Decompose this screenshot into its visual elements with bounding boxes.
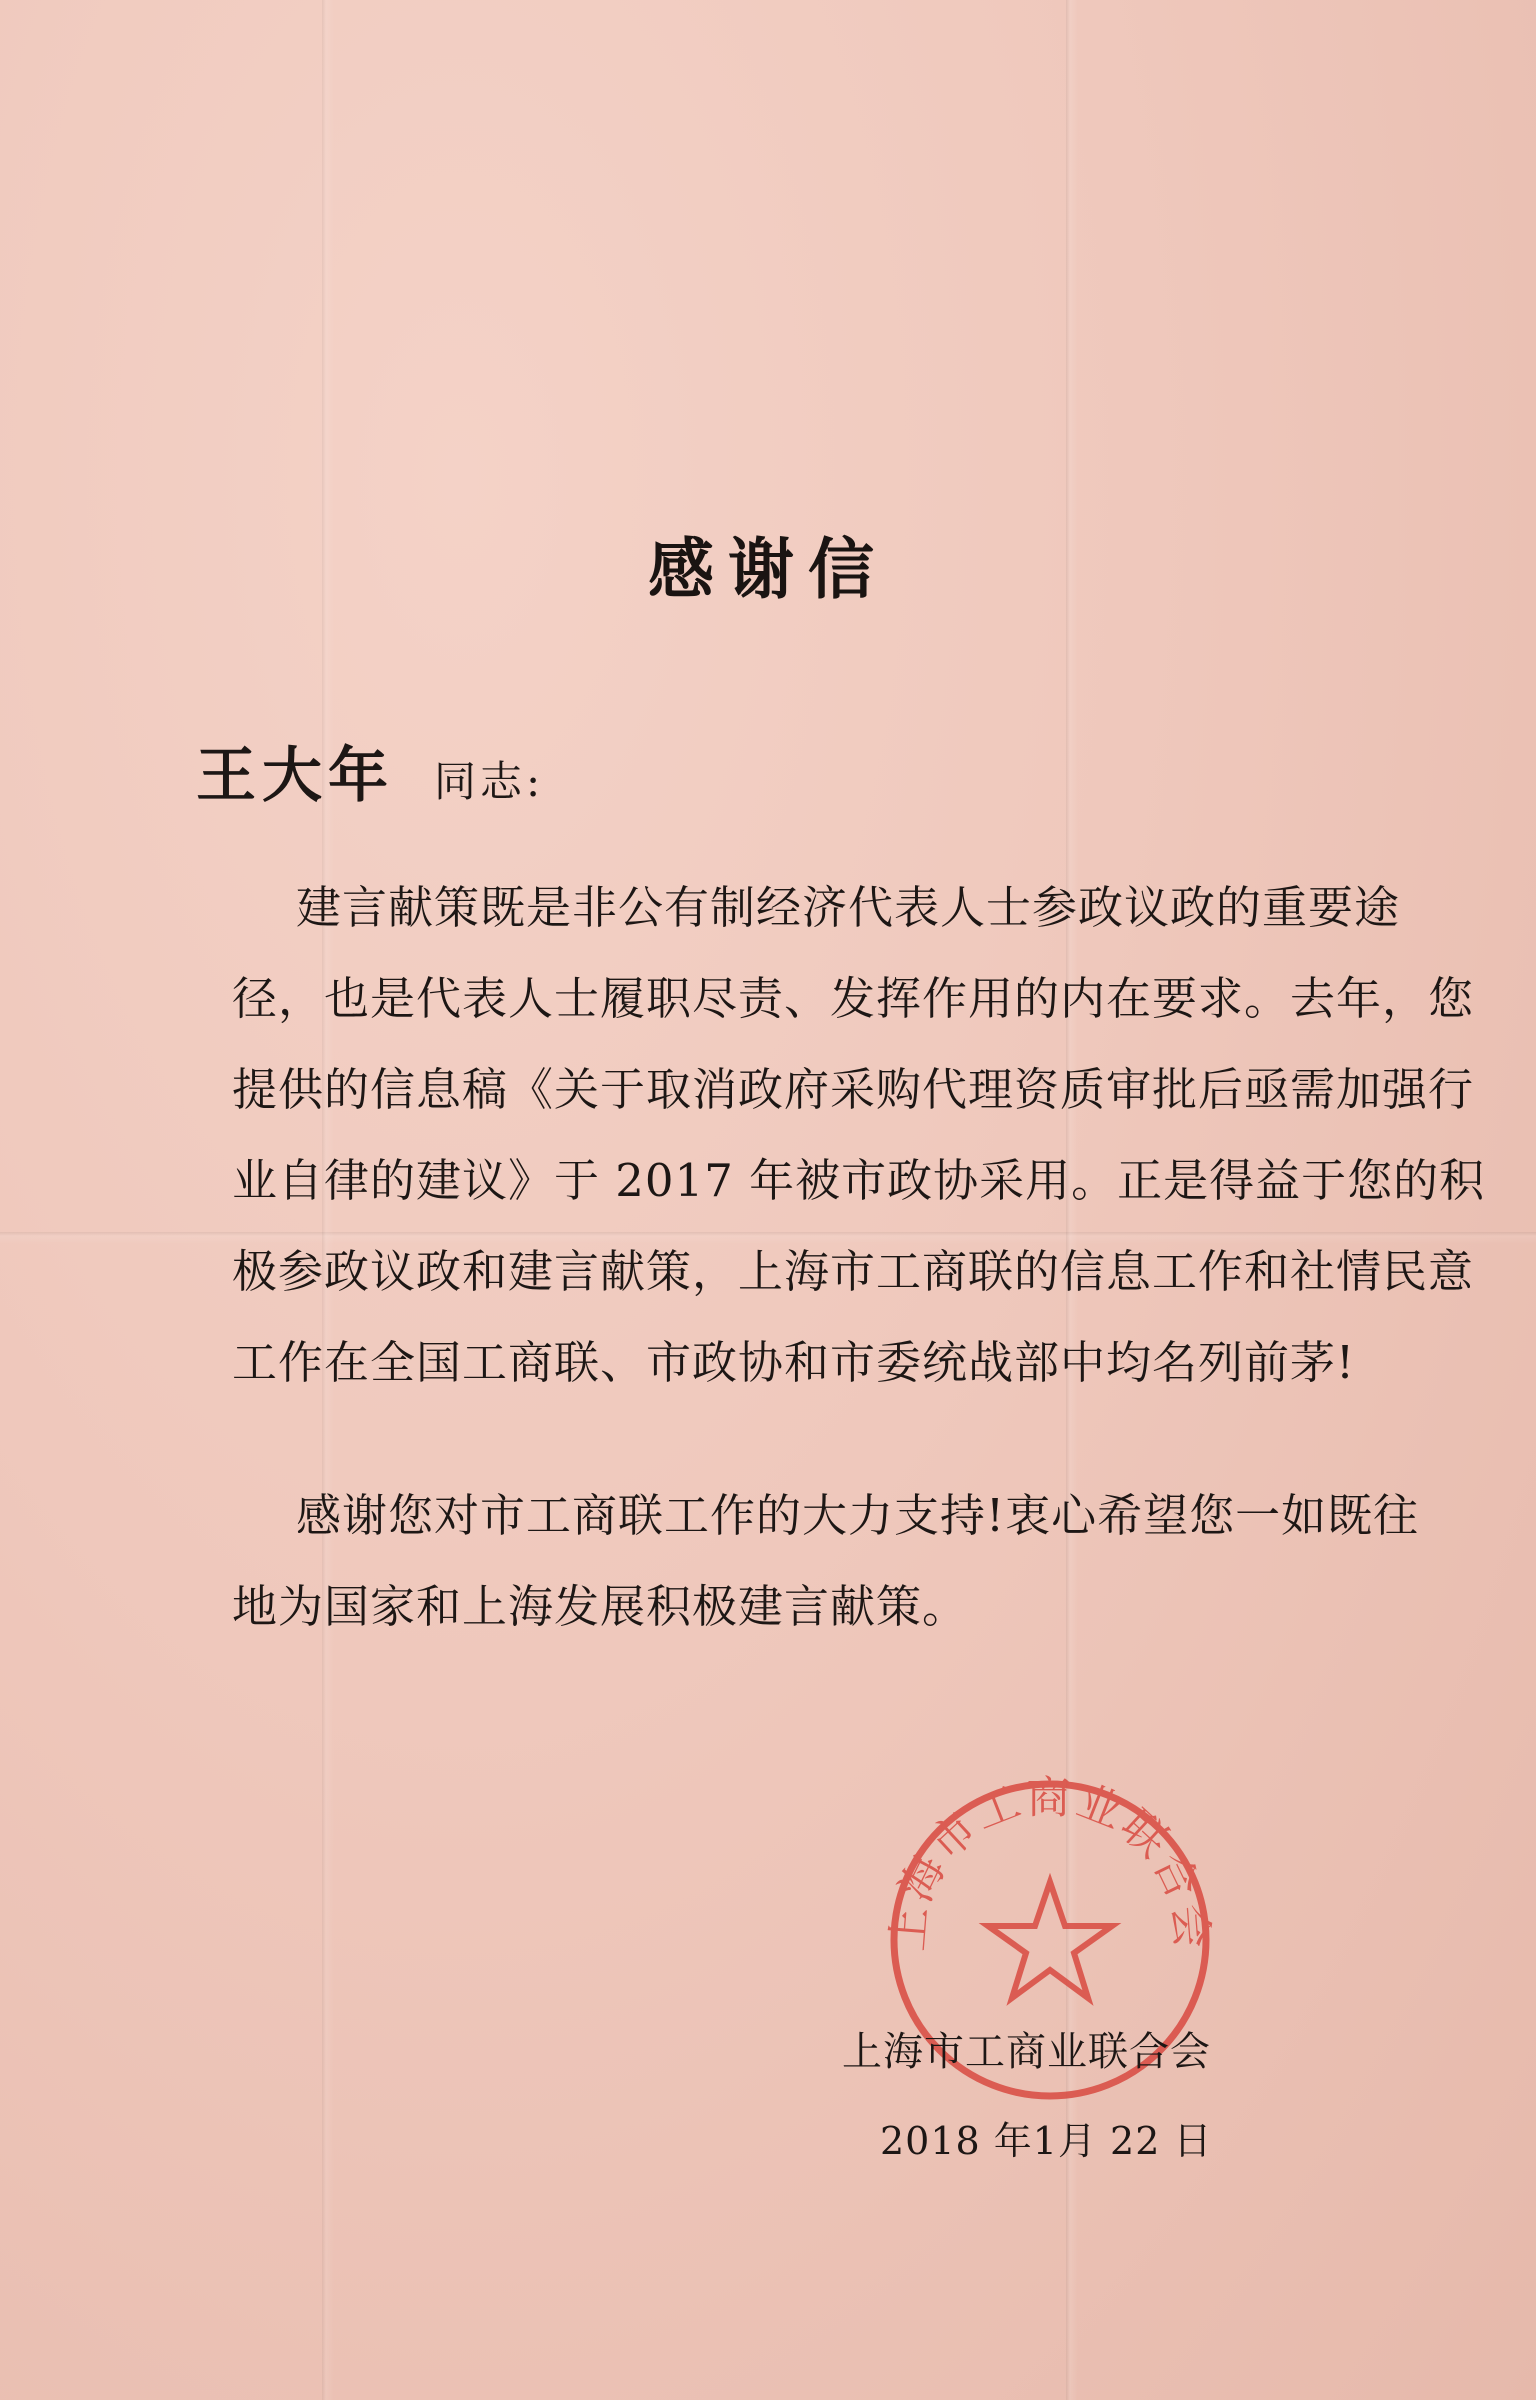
body-line: 径，也是代表人士履职尽责、发挥作用的内在要求。去年，您 (232, 972, 1475, 1025)
paragraph-2 (232, 1470, 1420, 1652)
letter-date: 2018 年1月 22 日 (880, 2119, 1213, 2163)
letter-title: 感谢信 (648, 531, 888, 608)
body-line: 建言献策既是非公有制经济代表人士参政议政的重要途 (296, 881, 1401, 934)
body-line: 业自律的建议》于 2017 年被市政协采用。正是得益于您的积 (232, 1154, 1486, 1207)
body-line: 感谢您对市工商联工作的大力支持!衷心希望您一如既往 (296, 1489, 1420, 1542)
salutation-suffix: 同志: (434, 757, 545, 806)
body-line: 工作在全国工商联、市政协和市委统战部中均名列前茅! (232, 1336, 1356, 1389)
signature-organization: 上海市工商业联合会 (842, 2029, 1211, 2075)
recipient-name: 王大年 (196, 741, 394, 811)
svg-text:上海市工商业联合会 (883, 1773, 1218, 1954)
body-line: 提供的信息稿《关于取消政府采购代理资质审批后亟需加强行 (232, 1063, 1475, 1116)
paragraph-1 (232, 862, 1486, 1408)
seal-text: 上海市工商业联合会 (882, 1772, 1218, 1954)
salutation (196, 728, 544, 814)
star-icon (988, 1882, 1112, 1998)
body-line: 极参政议政和建言献策，上海市工商联的信息工作和社情民意 (232, 1245, 1475, 1298)
body-line: 地为国家和上海发展积极建言献策。 (232, 1580, 969, 1633)
